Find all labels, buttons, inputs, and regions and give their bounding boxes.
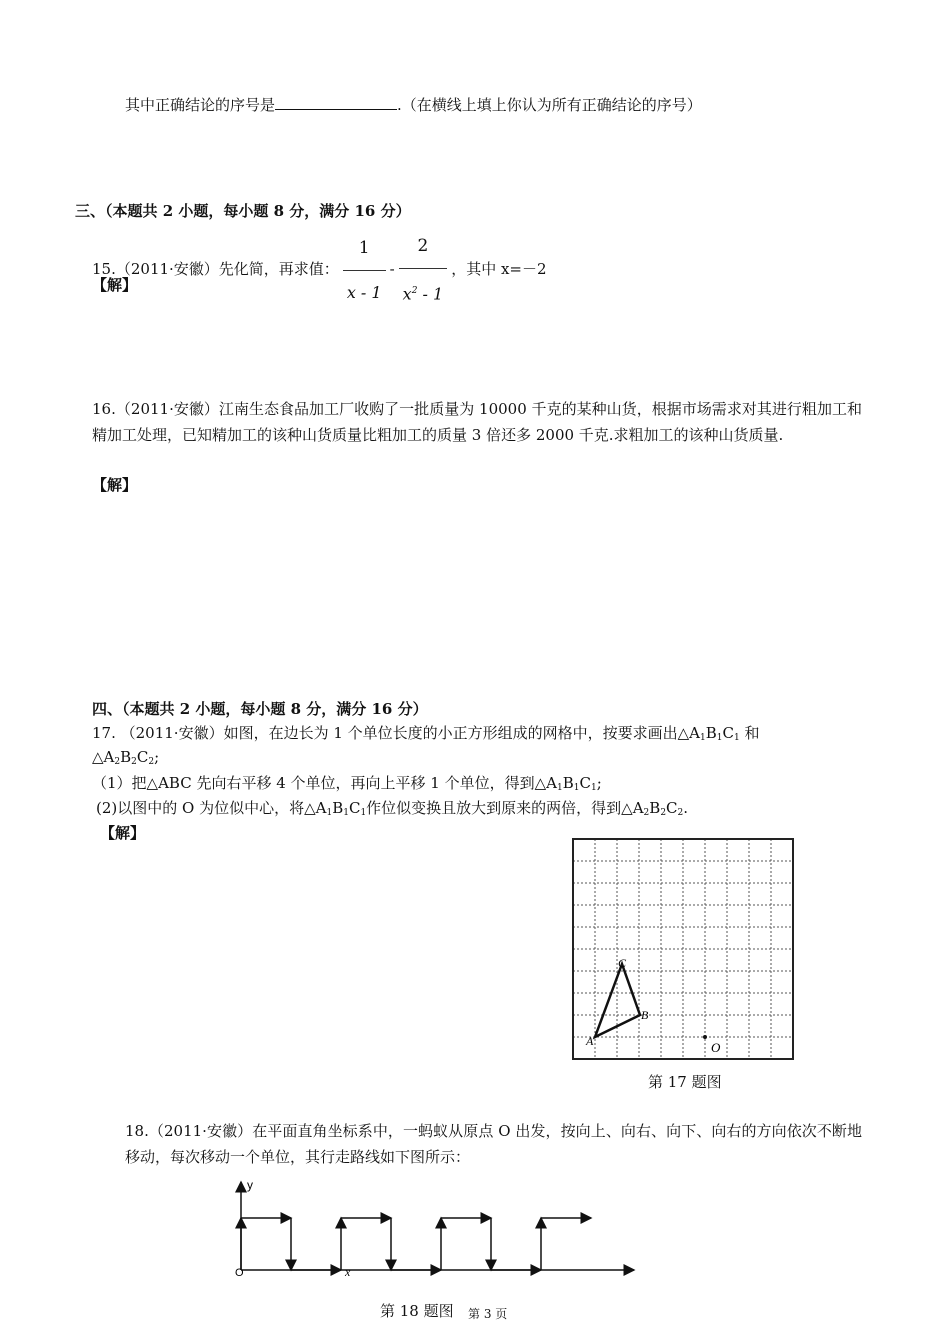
- q18-path-figure: [228, 1176, 640, 1280]
- ant-path: [241, 1218, 591, 1270]
- page-number: 第 3 页: [468, 1307, 508, 1321]
- q17-line2: $\triangle A_2B_2C_2$;: [92, 748, 160, 767]
- q17-part1: （1）把△ABC 先向右平移 4 个单位，再向上平移 1 个单位，得到$\triangle A_1B_1C_1$;: [92, 774, 602, 793]
- q17-part1-text: （1）把△ABC 先向右平移 4 个单位，再向上平移 1 个单位，得到△A: [92, 774, 557, 792]
- q15: [92, 224, 547, 316]
- q17-line1-tail: 和: [744, 724, 760, 742]
- q15-minus: -: [389, 260, 395, 279]
- q17-grid-figure: [568, 834, 800, 1064]
- frac2-den-base: x: [402, 284, 412, 304]
- label-y: y: [247, 1178, 253, 1192]
- q16-answer-label: 【解】: [92, 476, 138, 494]
- label-o: O: [235, 1267, 244, 1279]
- q17-line1-text: 17. （2011·安徽）如图，在边长为 1 个单位长度的小正方形组成的网格中，按要求画出△A: [92, 724, 701, 742]
- label-a: A: [586, 1034, 594, 1048]
- label-c: C: [618, 956, 627, 970]
- q15-tail: ，其中 x=－2: [451, 260, 547, 279]
- frac2-den-rest: - 1: [417, 284, 444, 304]
- label-b: B: [641, 1008, 649, 1022]
- frac2-den-exp: 2: [411, 286, 418, 296]
- section3-heading: 三、（本题共 2 小题，每小题 8 分，满分 16 分）: [75, 202, 411, 220]
- frac1-numerator: 1: [343, 226, 386, 271]
- grid-lines: [573, 839, 793, 1059]
- q15-fraction-2: [399, 224, 448, 316]
- q17-part2-text: (2)以图中的 O 为位似中心，将△A: [96, 799, 327, 817]
- q15-lead: 15.（2011·安徽）先化简，再求值：: [92, 260, 339, 279]
- q17-line2-text: △A: [92, 748, 115, 766]
- q14-prefix: 其中正确结论的序号是: [125, 96, 276, 114]
- point-o: [703, 1035, 707, 1039]
- q18-text: 18.（2011·安徽）在平面直角坐标系中，一蚂蚁从原点 O 出发，按向上、向右、向下、向右的方向依次不断地移动，每次移动一个单位，其行走路线如下图所示：: [125, 1122, 862, 1166]
- q17-part2-mid: 作位似变换且放大到原来的两倍，得到△A: [366, 799, 644, 817]
- q17-line1: 17. （2011·安徽）如图，在边长为 1 个单位长度的小正方形组成的网格中，按要求画出$\triangle A_1B_1C_1$ 和: [92, 724, 760, 743]
- q17-answer-label: 【解】: [100, 824, 146, 842]
- label-o: O: [711, 1040, 721, 1055]
- q16-text: 16.（2011·安徽）江南生态食品加工厂收购了一批质量为 10000 千克的某种山货，根据市场需求对其进行粗加工和精加工处理，已知精加工的该种山货质量比粗加工的质量 3 倍还多 2000 千克.求粗加工的该种山货质量.: [92, 400, 862, 444]
- q15-fraction-1: [343, 226, 386, 315]
- frac2-denominator: [399, 269, 448, 316]
- section4-heading: 四、（本题共 2 小题，每小题 8 分，满分 16 分）: [92, 700, 428, 718]
- frac1-denominator: x - 1: [346, 282, 382, 302]
- q14-suffix: .（在横线上填上你认为所有正确结论的序号）: [397, 96, 702, 114]
- q17-part2: (2)以图中的 O 为位似中心，将$\triangle A_1B_1C_1$作位似变换且放大到原来的两倍，得到$\triangle A_2B_2C_2$.: [96, 799, 689, 818]
- q18-caption: 第 18 题图: [380, 1302, 454, 1320]
- q15-answer-label: 【解】: [92, 276, 138, 294]
- label-x: x: [345, 1265, 351, 1279]
- q14-tail: [125, 94, 702, 115]
- frac2-numerator: 2: [399, 224, 448, 269]
- q17-caption: 第 17 题图: [648, 1073, 722, 1091]
- answer-blank[interactable]: [275, 95, 397, 110]
